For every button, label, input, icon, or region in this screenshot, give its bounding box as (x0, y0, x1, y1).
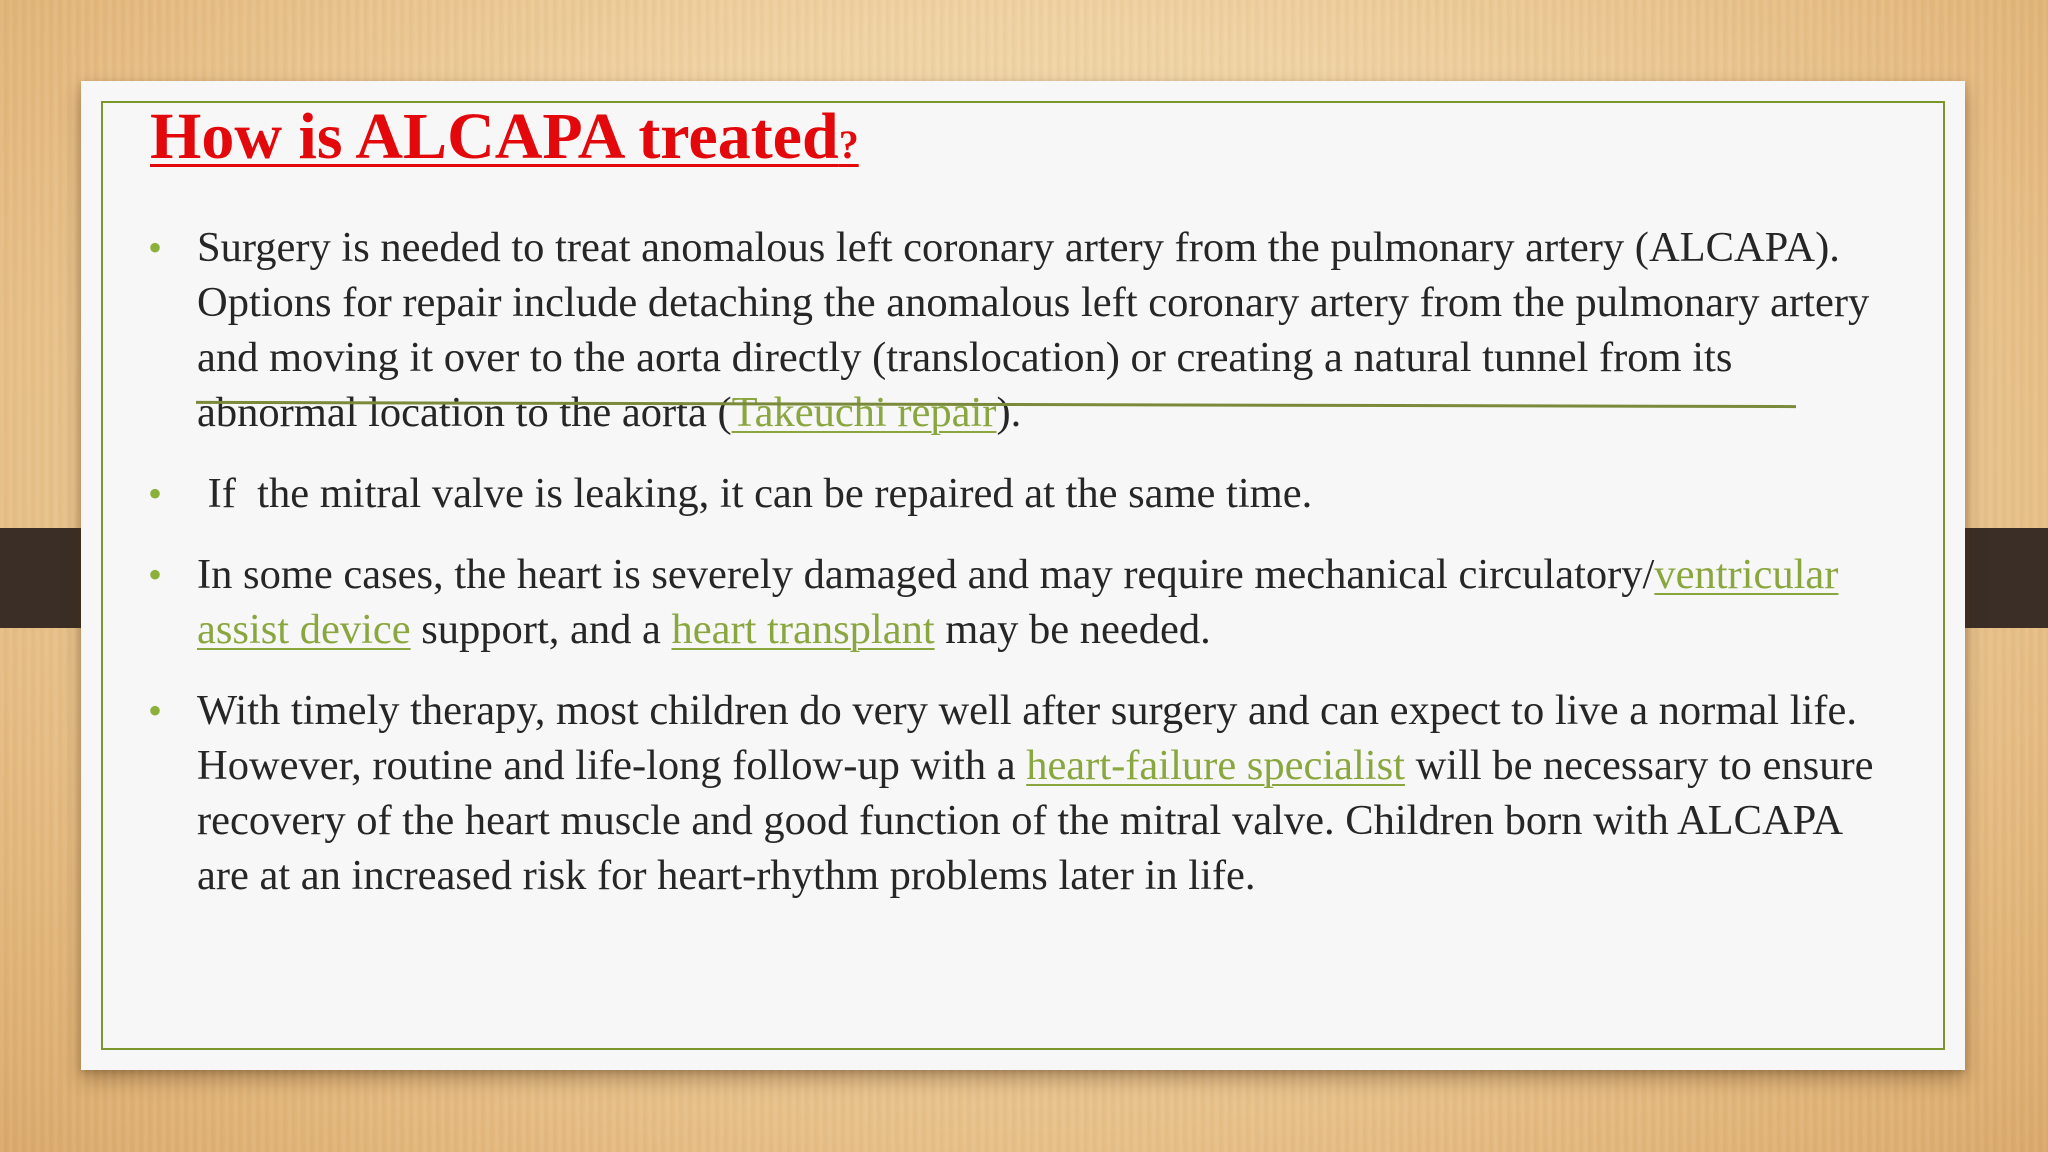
bullet-text: will be necessary to ensure recovery of the heart muscle and good function of the mitral valve. Children born with ALCAPA are at an increased risk for heart-rhythm problems later in life. (197, 742, 1874, 899)
bullet-item-mitral-valve (148, 466, 1888, 521)
bullet-dot-icon: • (148, 552, 163, 597)
bullet-text: may be needed. (934, 606, 1211, 653)
takeuchi-repair-link[interactable]: Takeuchi repair (731, 389, 997, 436)
slide-title-text: How is ALCAPA treated (150, 100, 839, 173)
bullet-dot-icon: • (148, 471, 163, 516)
bullet-item-surgery (148, 220, 1888, 440)
slide-title (150, 100, 859, 173)
heart-failure-specialist-link[interactable]: heart-failure specialist (1026, 742, 1405, 789)
ventricular-assist-device-link[interactable]: ventricular assist device (197, 551, 1839, 653)
bullet-text: support, and a (410, 606, 672, 653)
bullet-dot-icon: • (148, 688, 163, 733)
bullet-item-severe-damage (148, 547, 1888, 657)
slide-title-question-mark: ? (838, 122, 859, 167)
heart-transplant-link[interactable]: heart transplant (671, 606, 935, 653)
bullet-text: ). (996, 389, 1022, 436)
bullet-text: If the mitral valve is leaking, it can be repaired at the same time. (197, 470, 1313, 517)
bullet-dot-icon: • (148, 225, 163, 270)
bullet-item-follow-up (148, 683, 1888, 903)
bullet-text: With timely therapy, most children do very well after surgery and can expect to live a normal life. However, routine and life-long follow-up with a (197, 687, 1857, 789)
bullet-text: Surgery is needed to treat anomalous left coronary artery from the pulmonary artery (ALCAPA). Options for repair include detaching the anomalous left coronary artery from the pulmonary artery and moving it over to the aorta directly (translocation) or creating a natural tunnel from its abnormal location to the aorta ( (197, 224, 1870, 436)
bullet-text: In some cases, the heart is severely damaged and may require mechanical circulatory/ (197, 551, 1655, 598)
bullet-list (148, 220, 1888, 929)
